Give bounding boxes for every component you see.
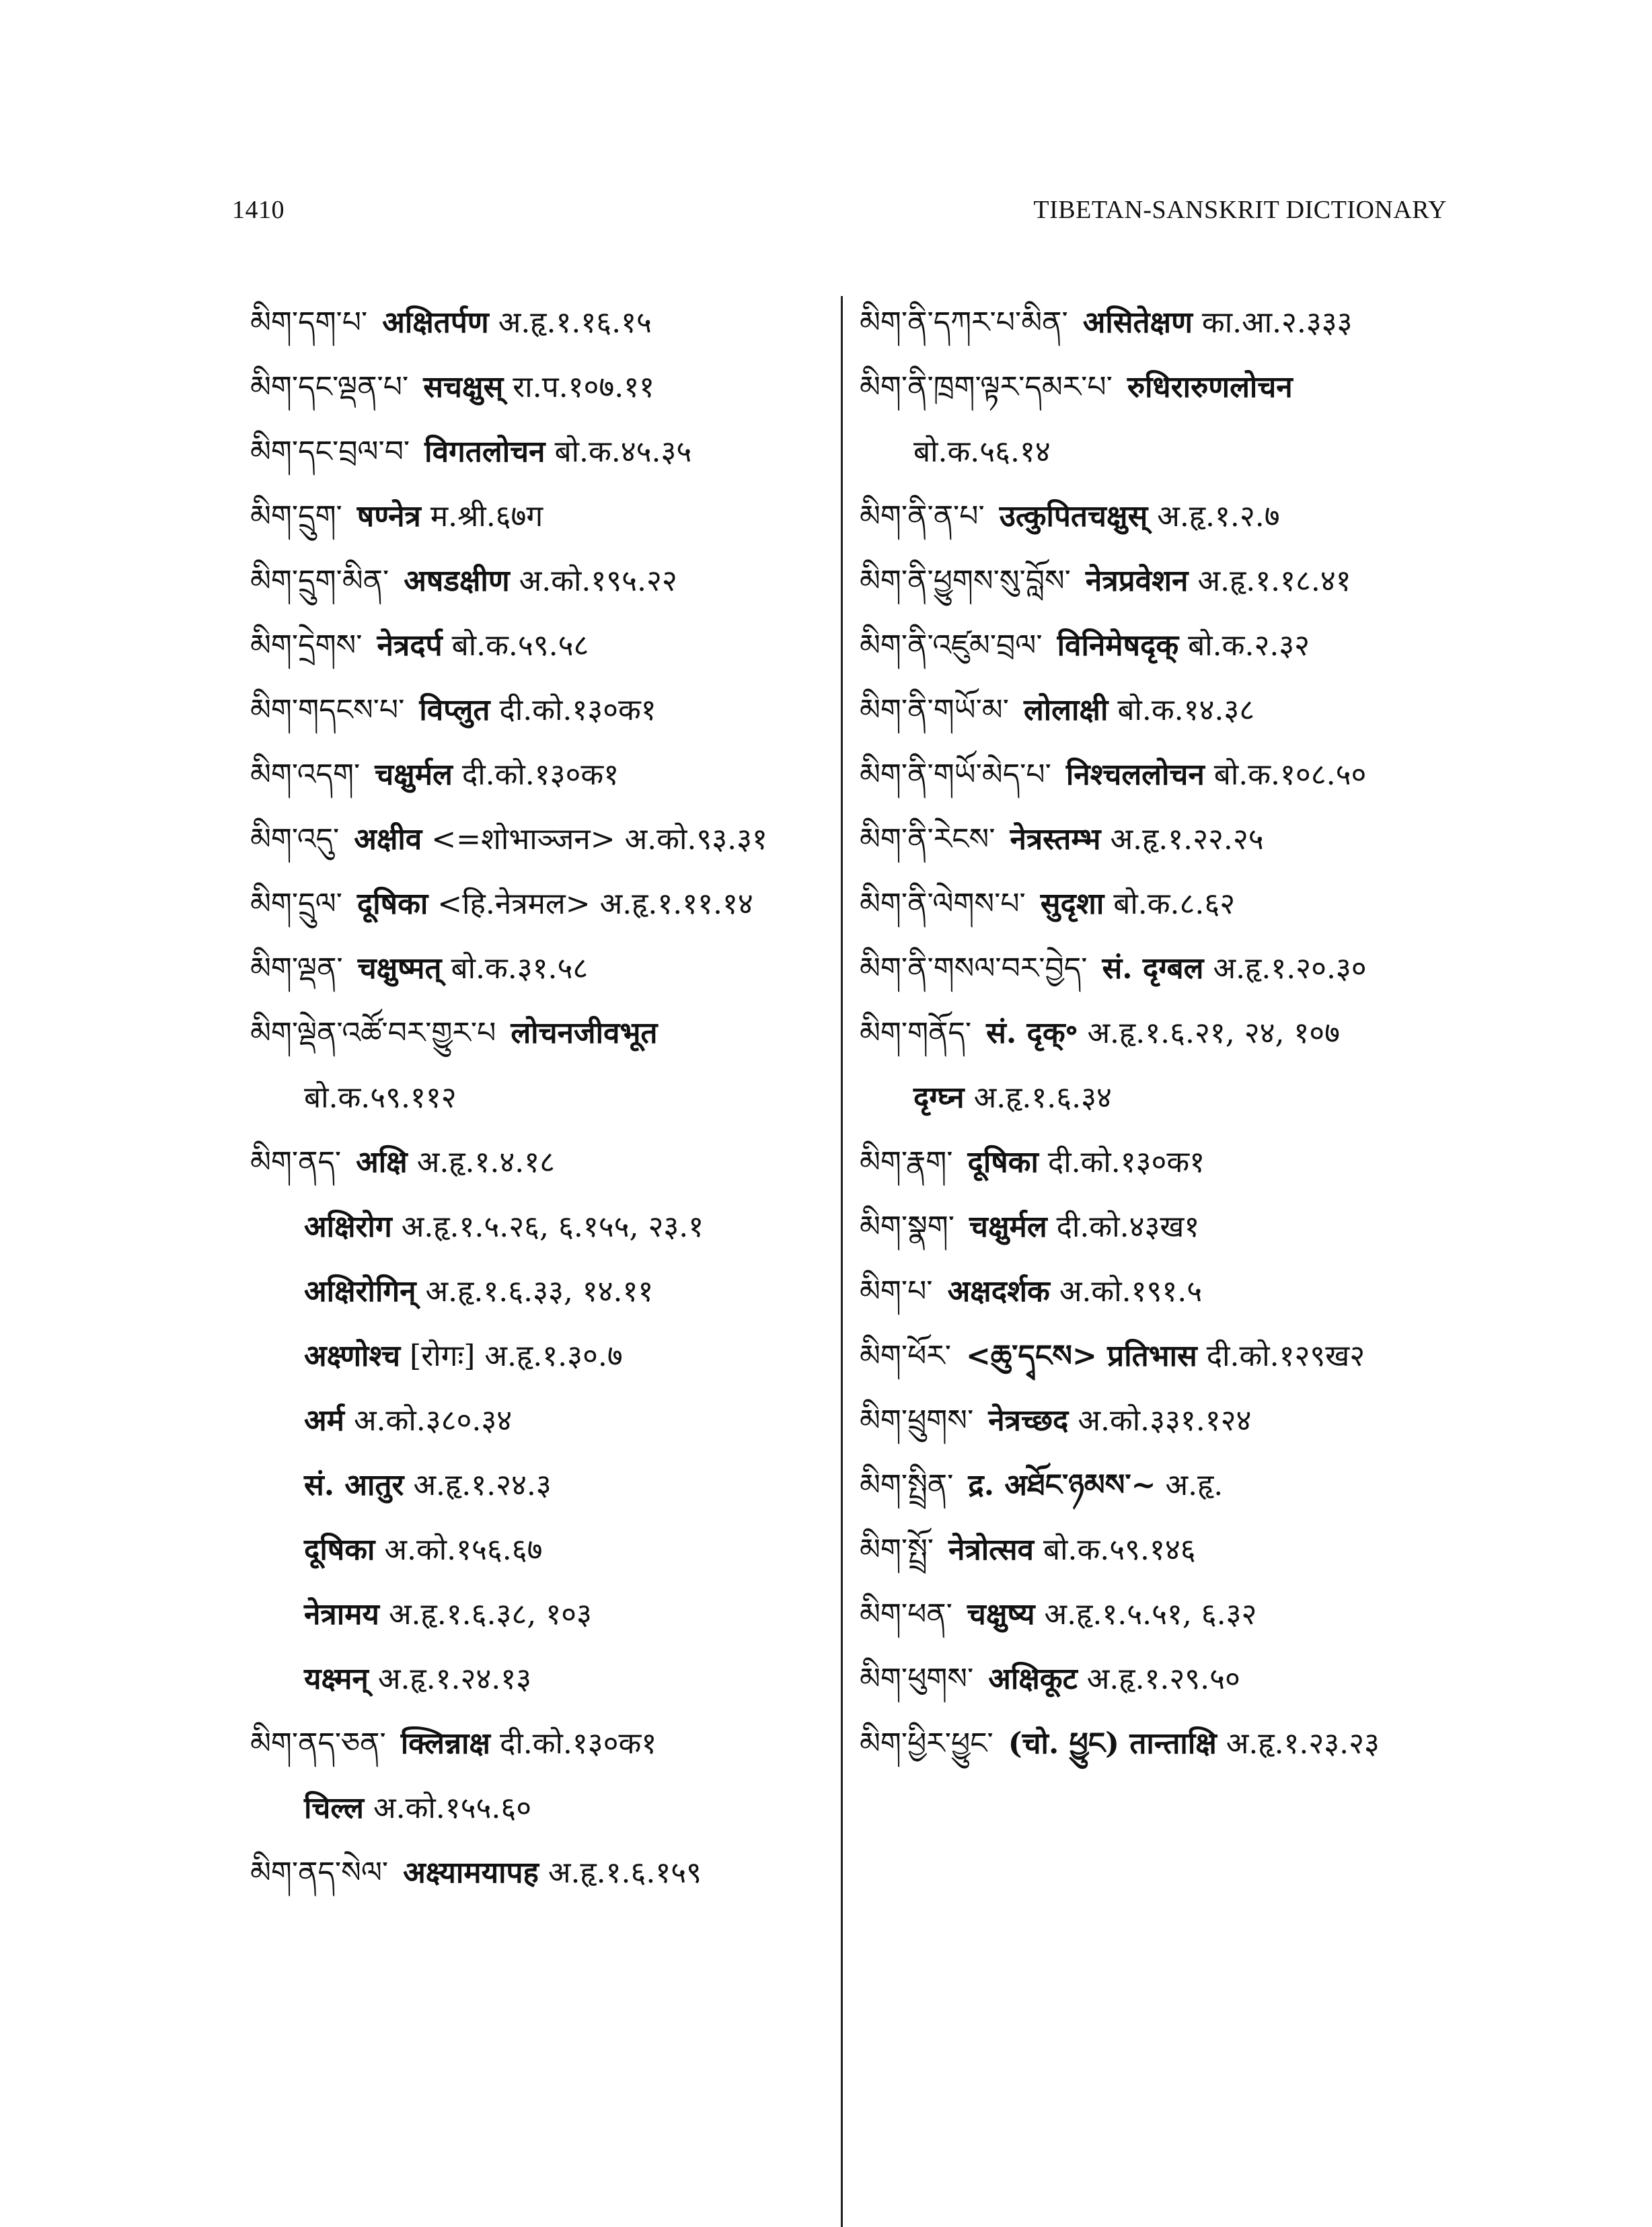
sanskrit-equivalent: चक्षुर्मल bbox=[375, 758, 453, 792]
dictionary-entry bbox=[250, 1453, 829, 1518]
tibetan-headword: མིག་འདག་ bbox=[250, 758, 361, 792]
source-reference: अ.हृ.१.२४.१३ bbox=[377, 1662, 532, 1696]
sanskrit-equivalent: अक्षि bbox=[356, 1145, 408, 1179]
sanskrit-equivalent: चिल्ल bbox=[304, 1791, 365, 1825]
source-reference: अ.हृ.१.६.२१, २४, १०७ bbox=[1087, 1016, 1341, 1050]
sanskrit-equivalent: लोलाक्षी bbox=[1023, 693, 1109, 727]
tibetan-headword: མིག་དྲུལ་ bbox=[250, 887, 342, 921]
source-reference: <=शोभाञ्जन> अ.को.९३.३१ bbox=[431, 822, 767, 856]
source-reference: अ.हृ.१.२.७ bbox=[1157, 499, 1280, 534]
source-reference: बो.क.५९.५८ bbox=[451, 628, 589, 663]
source-reference: दी.को.४३ख१ bbox=[1056, 1210, 1200, 1244]
page-number: 1410 bbox=[232, 196, 285, 224]
tibetan-headword: མིག་ཕྲུགས་ bbox=[860, 1403, 974, 1438]
source-reference: दी.को.१३०क१ bbox=[499, 1726, 657, 1761]
dictionary-entry bbox=[250, 1712, 829, 1776]
sanskrit-equivalent: चक्षुष्य bbox=[967, 1597, 1035, 1632]
source-reference: अ.को.१५६.६७ bbox=[384, 1533, 543, 1567]
dictionary-entry bbox=[860, 1712, 1452, 1776]
dictionary-entry bbox=[250, 1389, 829, 1453]
dictionary-entry bbox=[250, 1776, 829, 1841]
sanskrit-equivalent: <ཆུ་དྭངས> प्रतिभास bbox=[965, 1339, 1197, 1373]
sanskrit-equivalent: दूषिका bbox=[967, 1145, 1039, 1179]
dictionary-entry bbox=[860, 1066, 1452, 1130]
dictionary-entry bbox=[250, 1130, 829, 1195]
sanskrit-equivalent: यक्ष्मन् bbox=[304, 1662, 369, 1696]
tibetan-headword: མིག་དག་པ་ bbox=[250, 305, 368, 340]
tibetan-headword: མིག་གནོད་ bbox=[860, 1016, 972, 1050]
sanskrit-equivalent: अक्ष्णोश्च bbox=[304, 1339, 401, 1373]
dictionary-entry bbox=[250, 549, 829, 614]
tibetan-headword: མིག་དྲུག་ bbox=[250, 499, 342, 534]
sanskrit-equivalent: क्लिन्नाक्ष bbox=[400, 1726, 490, 1761]
sanskrit-equivalent: अक्षिरोगिन् bbox=[304, 1274, 416, 1309]
sanskrit-equivalent: विनिमेषदृक् bbox=[1057, 628, 1179, 663]
column-divider bbox=[841, 296, 843, 2227]
source-reference: अ.हृ.१.६.३४ bbox=[973, 1081, 1112, 1115]
dictionary-entry bbox=[250, 678, 829, 743]
dictionary-entry bbox=[860, 614, 1452, 678]
tibetan-headword: མིག་ནི་ན་པ་ bbox=[860, 499, 985, 534]
tibetan-headword: མིག་ནི་ཕྱུགས་སུ་བློས་ bbox=[860, 564, 1071, 598]
sanskrit-equivalent: दूषिका bbox=[304, 1533, 375, 1567]
source-reference: अ.हृ.१.२३.२३ bbox=[1226, 1726, 1380, 1761]
dictionary-entry bbox=[250, 807, 829, 872]
dictionary-entry bbox=[860, 549, 1452, 614]
dictionary-entry bbox=[860, 807, 1452, 872]
dictionary-entry bbox=[860, 1453, 1452, 1518]
source-reference: अ.हृ.१.६.३८, १०३ bbox=[388, 1597, 592, 1632]
source-reference: <हि.नेत्रमल> अ.हृ.१.११.१४ bbox=[437, 887, 753, 921]
dictionary-entry bbox=[860, 1647, 1452, 1712]
tibetan-headword: མིག་ནད་ bbox=[250, 1145, 342, 1179]
source-reference: अ.हृ.१.२४.३ bbox=[413, 1468, 552, 1502]
dictionary-entry bbox=[250, 420, 829, 484]
sanskrit-equivalent: विप्लुत bbox=[419, 693, 490, 727]
sanskrit-equivalent: अषडक्षीण bbox=[404, 564, 510, 598]
source-reference: अ.हृ.१.१६.१५ bbox=[498, 305, 652, 340]
sanskrit-equivalent: असितेक्षण bbox=[1082, 305, 1193, 340]
source-reference: अ.हृ. bbox=[1165, 1468, 1224, 1502]
sanskrit-equivalent: अक्षीव bbox=[354, 822, 422, 856]
sanskrit-equivalent: दूषिका bbox=[356, 887, 428, 921]
source-reference: बो.क.२.३२ bbox=[1188, 628, 1310, 663]
tibetan-headword: མིག་འདུ་ bbox=[250, 822, 340, 856]
dictionary-entry bbox=[250, 743, 829, 807]
source-reference: बो.क.५६.१४ bbox=[913, 435, 1051, 469]
source-reference: बो.क.१०८.५० bbox=[1213, 758, 1367, 792]
dictionary-entry bbox=[250, 1582, 829, 1647]
sanskrit-equivalent: चक्षुष्मत् bbox=[357, 951, 442, 986]
page-header bbox=[232, 195, 1447, 235]
sanskrit-equivalent: षण्नेत्र bbox=[356, 499, 421, 534]
tibetan-headword: མིག་སྤྲོ་ bbox=[860, 1533, 934, 1567]
dictionary-entry bbox=[860, 1582, 1452, 1647]
tibetan-headword: མིག་ནི་ལེགས་པ་ bbox=[860, 887, 1026, 921]
dictionary-entry bbox=[250, 1324, 829, 1389]
sanskrit-equivalent: उत्कुपितचक्षुस् bbox=[999, 499, 1148, 534]
sanskrit-equivalent: रुधिरारुणलोचन bbox=[1127, 370, 1293, 404]
sanskrit-equivalent: सं. दृग्बल bbox=[1102, 951, 1204, 986]
sanskrit-equivalent: सं. दृक्॰ bbox=[986, 1016, 1078, 1050]
sanskrit-equivalent: नेत्रच्छद bbox=[988, 1403, 1069, 1438]
dictionary-entry bbox=[250, 291, 829, 355]
sanskrit-equivalent: अक्षितर्पण bbox=[382, 305, 489, 340]
dictionary-entry bbox=[860, 678, 1452, 743]
source-reference: [रोगः] अ.हृ.१.३०.७ bbox=[410, 1339, 623, 1373]
dictionary-entry bbox=[860, 1001, 1452, 1066]
tibetan-headword: མིག་དང་ལྡན་པ་ bbox=[250, 370, 409, 404]
tibetan-headword: མིག་ནི་ཁྲག་ལྟར་དམར་པ་ bbox=[860, 370, 1113, 404]
dictionary-entry bbox=[250, 1518, 829, 1582]
sanskrit-equivalent: नेत्रदर्प bbox=[377, 628, 443, 663]
tibetan-headword: མིག་གདངས་པ་ bbox=[250, 693, 405, 727]
tibetan-headword: མིག་ལྡེན་འཚོ་བར་གྱུར་པ bbox=[250, 1016, 496, 1050]
sanskrit-equivalent: नेत्रस्तम्भ bbox=[1010, 822, 1101, 856]
source-reference: अ.को.३३१.१२४ bbox=[1078, 1403, 1252, 1438]
source-reference: बो.क.३१.५८ bbox=[451, 951, 589, 986]
tibetan-headword: མིག་ནད་སེལ་ bbox=[250, 1856, 389, 1890]
tibetan-headword: མིག་ཕན་ bbox=[860, 1597, 952, 1632]
dictionary-entry bbox=[860, 1259, 1452, 1324]
sanskrit-equivalent: अर्म bbox=[304, 1403, 344, 1438]
source-reference: दी.को.१३०क१ bbox=[461, 758, 620, 792]
dictionary-entry bbox=[860, 1324, 1452, 1389]
source-reference: अ.को.३८०.३४ bbox=[353, 1403, 513, 1438]
dictionary-entry bbox=[250, 614, 829, 678]
tibetan-headword: མིག་དང་བྲལ་བ་ bbox=[250, 435, 410, 469]
sanskrit-equivalent: नेत्रोत्सव bbox=[948, 1533, 1034, 1567]
tibetan-headword: མིག་ནི་གཡོ་མེད་པ་ bbox=[860, 758, 1051, 792]
source-reference: अ.हृ.१.२२.२५ bbox=[1110, 822, 1264, 856]
sanskrit-equivalent: सुदृशा bbox=[1040, 887, 1104, 921]
source-reference: अ.को.१९५.२२ bbox=[519, 564, 677, 598]
sanskrit-equivalent: नेत्रप्रवेशन bbox=[1085, 564, 1189, 598]
tibetan-headword: མིག་ནི་གཡོ་མ་ bbox=[860, 693, 1009, 727]
dictionary-entry bbox=[860, 937, 1452, 1001]
sanskrit-equivalent: नेत्रामय bbox=[304, 1597, 379, 1632]
dictionary-entry bbox=[250, 1647, 829, 1712]
dictionary-entry bbox=[250, 1066, 829, 1130]
sanskrit-equivalent: अक्षिकूट bbox=[988, 1662, 1078, 1696]
sanskrit-equivalent: द्र. अཐོང་ཉམས་~ bbox=[968, 1468, 1156, 1502]
source-reference: रा.प.१०७.११ bbox=[513, 370, 654, 404]
tibetan-headword: མིག་ཕྱིར་ཕྱུང་ bbox=[860, 1726, 993, 1761]
sanskrit-equivalent: चक्षुर्मल bbox=[969, 1210, 1047, 1244]
tibetan-headword: མིག་ནི་གསལ་བར་བྱེད་ bbox=[860, 951, 1088, 986]
tibetan-headword: མིག་ལྡན་ bbox=[250, 951, 343, 986]
source-reference: अ.को.१९१.५ bbox=[1059, 1274, 1203, 1309]
dictionary-entry bbox=[860, 355, 1452, 420]
source-reference: बो.क.५९.१४६ bbox=[1043, 1533, 1196, 1567]
source-reference: दी.को.१३०क१ bbox=[499, 693, 656, 727]
tibetan-headword: མིག་ནི་རེངས་ bbox=[860, 822, 996, 856]
tibetan-headword: མིག་རྣག་ bbox=[860, 1145, 953, 1179]
source-reference: अ.हृ.१.१८.४१ bbox=[1197, 564, 1351, 598]
source-reference: अ.हृ.१.२९.५० bbox=[1086, 1662, 1240, 1696]
source-reference: अ.हृ.१.६.१५९ bbox=[548, 1856, 702, 1890]
sanskrit-equivalent: लोचनजीवभूत bbox=[511, 1016, 658, 1050]
source-reference: अ.हृ.१.६.३३, १४.११ bbox=[425, 1274, 654, 1309]
dictionary-entry bbox=[860, 1130, 1452, 1195]
running-head: TIBETAN-SANSKRIT DICTIONARY bbox=[1033, 196, 1447, 224]
dictionary-entry bbox=[250, 1259, 829, 1324]
right-column bbox=[860, 291, 1452, 1776]
dictionary-entry bbox=[250, 1841, 829, 1905]
dictionary-entry bbox=[860, 872, 1452, 937]
dictionary-entry bbox=[250, 484, 829, 549]
dictionary-entry bbox=[250, 1195, 829, 1259]
tibetan-headword: མིག་དྲུག་མིན་ bbox=[250, 564, 389, 598]
source-reference: अ.हृ.१.५.२६, ६.१५५, २३.१ bbox=[401, 1210, 704, 1244]
source-reference: बो.क.५९.११२ bbox=[304, 1081, 457, 1115]
dictionary-entry bbox=[250, 937, 829, 1001]
sanskrit-equivalent: निश्चललोचन bbox=[1065, 758, 1205, 792]
sanskrit-equivalent: अक्षिरोग bbox=[304, 1210, 392, 1244]
source-reference: दी.को.१२९ख२ bbox=[1206, 1339, 1365, 1373]
source-reference: अ.को.१५५.६० bbox=[373, 1791, 532, 1825]
dictionary-entry bbox=[250, 1001, 829, 1066]
tibetan-headword: མིག་སྣག་ bbox=[860, 1210, 955, 1244]
dictionary-entry bbox=[860, 1195, 1452, 1259]
dictionary-entry bbox=[860, 1518, 1452, 1582]
dictionary-entry bbox=[250, 872, 829, 937]
sanskrit-equivalent: सं. आतुर bbox=[304, 1468, 404, 1502]
dictionary-entry bbox=[860, 420, 1452, 484]
dictionary-entry bbox=[860, 1389, 1452, 1453]
tibetan-headword: མིག་ནི་དཀར་པ་མིན་ bbox=[860, 305, 1068, 340]
dictionary-entry bbox=[860, 743, 1452, 807]
sanskrit-equivalent: अक्ष्यामयापह bbox=[403, 1856, 539, 1890]
source-reference: बो.क.१४.३८ bbox=[1117, 693, 1255, 727]
source-reference: अ.हृ.१.२०.३० bbox=[1213, 951, 1367, 986]
tibetan-headword: མིག་པ་ bbox=[860, 1274, 933, 1309]
sanskrit-equivalent: विगतलोचन bbox=[424, 435, 546, 469]
sanskrit-equivalent: (चो. ཕྱུང) तान्ताक्षि bbox=[1008, 1726, 1217, 1761]
tibetan-headword: མིག་ནི་འཛུམ་བྲལ་ bbox=[860, 628, 1043, 663]
source-reference: का.आ.२.३३३ bbox=[1201, 305, 1353, 340]
tibetan-headword: མིག་ཕུགས་ bbox=[860, 1662, 974, 1696]
left-column bbox=[250, 291, 829, 1905]
source-reference: अ.हृ.१.५.५१, ६.३२ bbox=[1044, 1597, 1257, 1632]
sanskrit-equivalent: सचक्षुस् bbox=[423, 370, 504, 404]
source-reference: अ.हृ.१.४.१८ bbox=[416, 1145, 556, 1179]
dictionary-entry bbox=[860, 484, 1452, 549]
tibetan-headword: མིག་སྤྲིན་ bbox=[860, 1468, 954, 1502]
source-reference: म.श्री.६७ग bbox=[430, 499, 543, 534]
dictionary-entry bbox=[250, 355, 829, 420]
tibetan-headword: མིག་དྲེགས་ bbox=[250, 628, 363, 663]
source-reference: दी.को.१३०क१ bbox=[1047, 1145, 1205, 1179]
sanskrit-equivalent: अक्षदर्शक bbox=[947, 1274, 1050, 1309]
sanskrit-equivalent: दृग्घ्न bbox=[913, 1081, 965, 1115]
tibetan-headword: མིག་ནད་ཅན་ bbox=[250, 1726, 386, 1761]
dictionary-entry bbox=[860, 291, 1452, 355]
tibetan-headword: མིག་ཕོར་ bbox=[860, 1339, 951, 1373]
source-reference: बो.क.४५.३५ bbox=[554, 435, 692, 469]
source-reference: बो.क.८.६२ bbox=[1113, 887, 1236, 921]
